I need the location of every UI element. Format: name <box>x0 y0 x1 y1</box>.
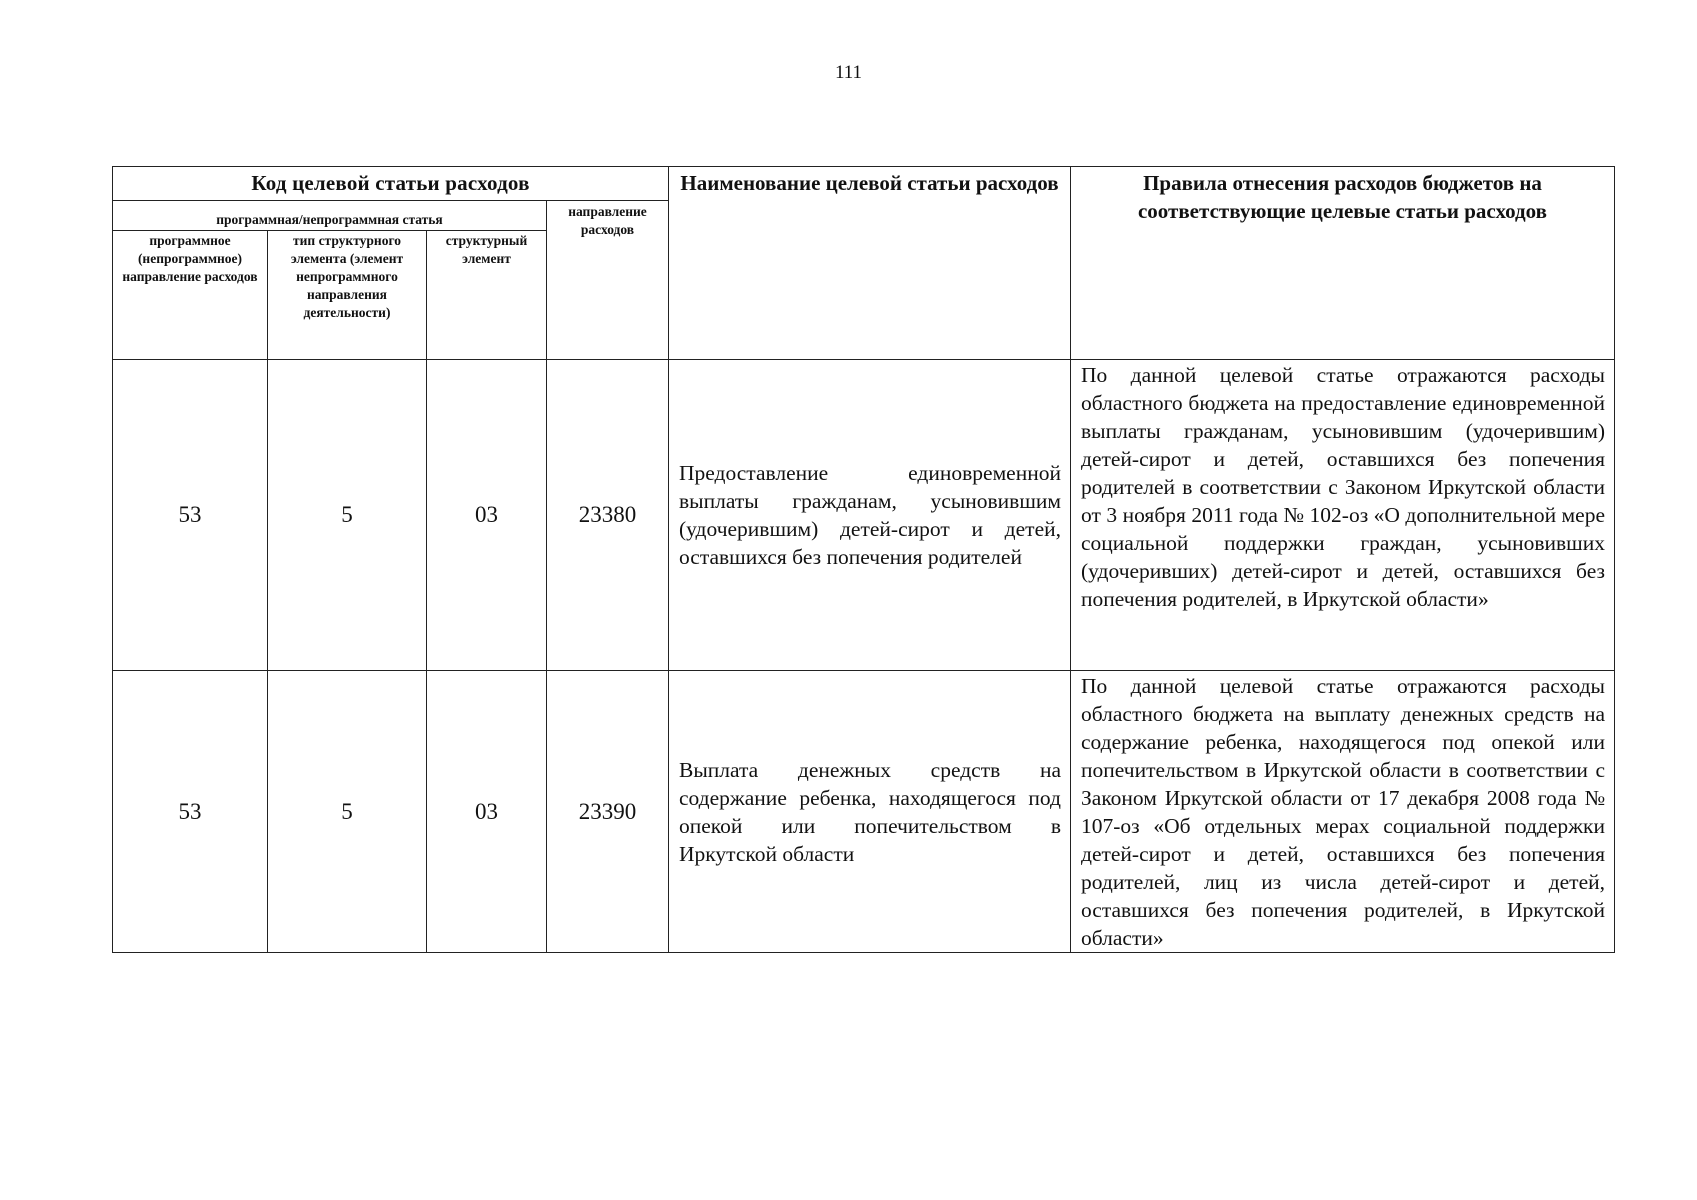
cell-name: Выплата денежных средств на содержание ребенка, находящегося под опекой или попечительством в Иркутской области <box>669 671 1071 953</box>
budget-classification-table <box>112 166 1615 953</box>
cell-name: Предоставление единовременной выплаты гражданам, усыновившим (удочерившим) детей-сирот и детей, оставшихся без попечения родителей <box>669 360 1071 671</box>
cell-rule: По данной целевой статье отражаются расходы областного бюджета на выплату денежных средств на содержание ребенка, находящегося под опекой или попечительством в Иркутской области в соответствии с Законом Иркутской области от 17 декабря 2008 года № 107-оз «Об отдельных мерах социальной поддержки детей-сирот и детей, оставшихся без попечения родителей, лиц из числа детей-сирот и детей, оставшихся без попечения родителей, в Иркутской области» <box>1071 671 1615 953</box>
header-program-direction: программное (непрограммное) направление расходов <box>113 231 268 360</box>
cell-program: 53 <box>113 671 268 953</box>
cell-type: 5 <box>268 360 427 671</box>
header-rules: Правила отнесения расходов бюджетов на соответствующие целевые статьи расходов <box>1071 167 1615 360</box>
table-row <box>113 671 1615 953</box>
cell-direction: 23390 <box>547 671 669 953</box>
table-row <box>113 360 1615 671</box>
cell-rule: По данной целевой статье отражаются расходы областного бюджета на предоставление единовременной выплаты гражданам, усыновившим (удочерившим) детей-сирот и детей, оставшихся без попечения родителей в соответствии с Законом Иркутской области от 3 ноября 2011 года № 102-оз «О дополнительной мере социальной поддержки граждан, усыновивших (удочеривших) детей-сирот и детей, оставшихся без попечения родителей, в Иркутской области» <box>1071 360 1615 671</box>
header-structural-element: структурный элемент <box>427 231 547 360</box>
header-name: Наименование целевой статьи расходов <box>669 167 1071 360</box>
cell-element: 03 <box>427 360 547 671</box>
cell-direction: 23380 <box>547 360 669 671</box>
header-direction: направление расходов <box>547 201 669 360</box>
cell-type: 5 <box>268 671 427 953</box>
cell-program: 53 <box>113 360 268 671</box>
cell-element: 03 <box>427 671 547 953</box>
header-program-article: программная/непрограммная статья <box>113 201 547 231</box>
header-code-group: Код целевой статьи расходов <box>113 167 669 201</box>
header-element-type: тип структурного элемента (элемент непрограммного направления деятельности) <box>268 231 427 360</box>
page-number: 111 <box>834 62 863 83</box>
